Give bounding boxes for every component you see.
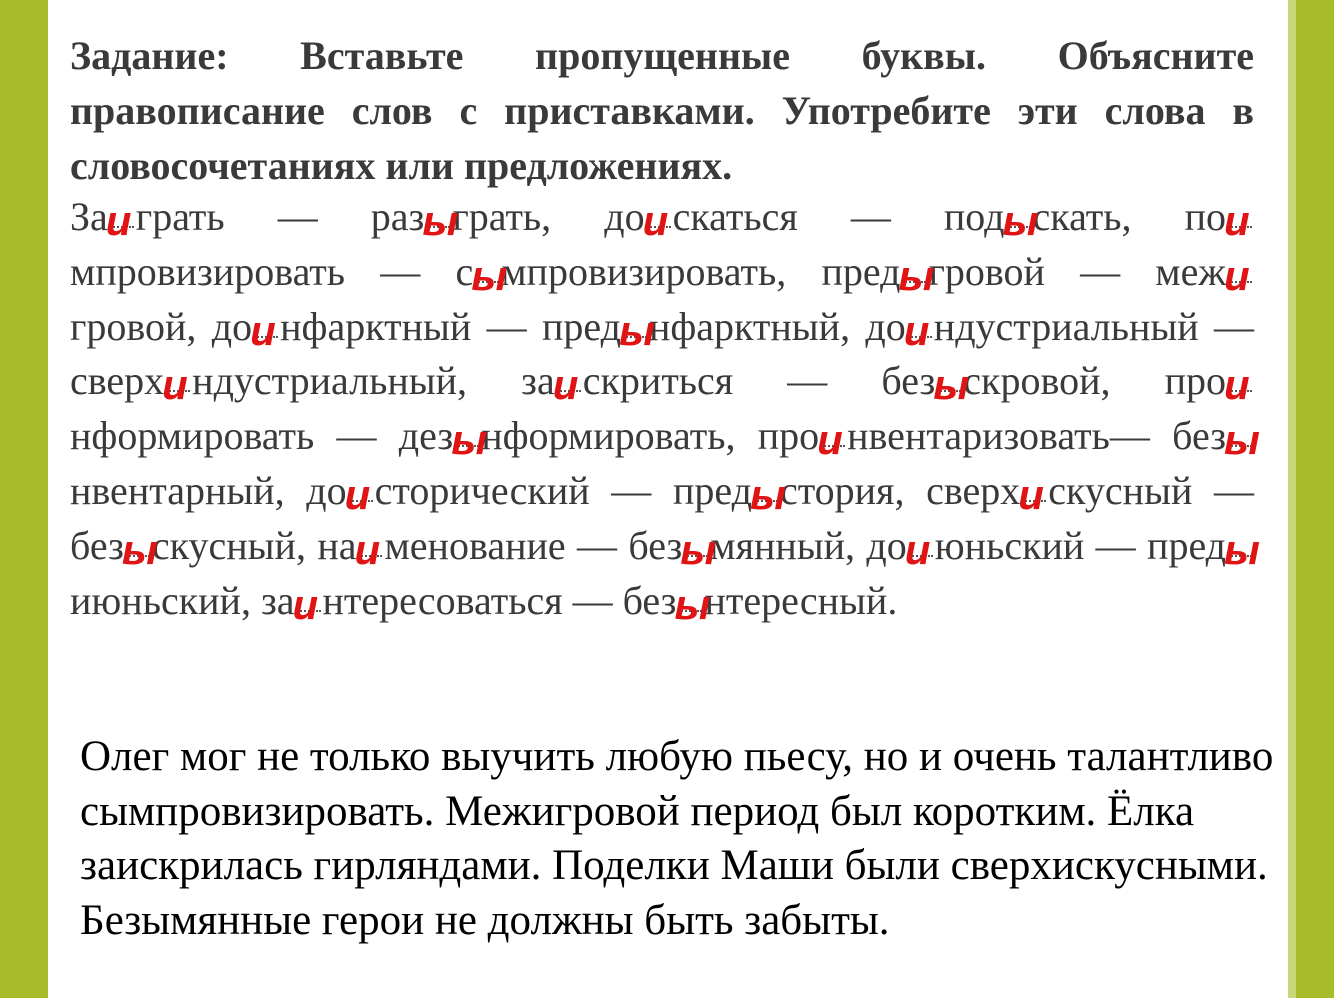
letter-gap bbox=[250, 306, 280, 354]
word-ending: июньский, bbox=[70, 577, 261, 623]
word-prefix: без bbox=[628, 522, 683, 568]
letter-gap bbox=[105, 197, 136, 244]
inserted-letter: и bbox=[903, 306, 930, 354]
letter-gap bbox=[1224, 525, 1260, 573]
inserted-letter: и bbox=[552, 361, 579, 409]
letter-gap bbox=[344, 470, 375, 518]
inserted-letter: и bbox=[1018, 470, 1044, 518]
letter-gap bbox=[451, 416, 488, 464]
word-ending: скаться — bbox=[672, 194, 944, 239]
inserted-letter: ы bbox=[674, 580, 711, 628]
inserted-letter: и bbox=[292, 580, 319, 628]
letter-gap bbox=[471, 251, 508, 299]
word-ending: нформировать, bbox=[481, 413, 758, 459]
right-border-highlight bbox=[1288, 0, 1296, 998]
word-ending: ндустриальный, bbox=[192, 358, 522, 404]
inserted-letter: и bbox=[1224, 251, 1250, 299]
word-ending: нтересоваться — bbox=[322, 577, 623, 623]
word-prefix: меж bbox=[1155, 248, 1226, 294]
left-green-border bbox=[0, 0, 48, 998]
word-prefix: на bbox=[317, 522, 357, 568]
word-ending: гровой — bbox=[928, 248, 1156, 294]
word-ending: нфарктный — bbox=[280, 303, 542, 349]
inserted-letter: ы bbox=[618, 306, 655, 354]
inserted-letter: и bbox=[642, 197, 669, 244]
inserted-letter: ы bbox=[422, 197, 459, 244]
letter-gap bbox=[1224, 416, 1260, 464]
letter-gap bbox=[1018, 470, 1048, 518]
word-prefix: без bbox=[622, 577, 677, 623]
letter-gap bbox=[422, 197, 459, 244]
word-ending: мянный, bbox=[710, 522, 867, 568]
word-prefix: про bbox=[1164, 358, 1226, 404]
word-prefix: за bbox=[260, 577, 295, 623]
word-prefix: За bbox=[70, 194, 108, 239]
word-ending: юньский — bbox=[934, 522, 1148, 568]
word-ending: скриться — bbox=[582, 358, 882, 404]
word-ending: нвентаризовать— bbox=[847, 413, 1173, 459]
letter-gap bbox=[1223, 197, 1254, 244]
word-ending: нвентарный, bbox=[70, 467, 307, 513]
letter-gap bbox=[618, 306, 655, 354]
word-ending: скусный, bbox=[151, 522, 318, 568]
word-prefix: сверх bbox=[926, 467, 1021, 513]
inserted-letter: ы bbox=[471, 251, 508, 299]
answer-paragraph: Олег мог не только выучить любую пьесу, но и очень талантливо сымпровизировать. Межигровой период был коротким. Ёлка заискрилась гирляндами. Поделки Маши были сверхискусными. Безымянные герои не должны быть забыты. bbox=[80, 733, 1274, 944]
word-prefix: без bbox=[881, 358, 936, 404]
word-prefix: сверх bbox=[70, 358, 165, 404]
word-ending: мпровизировать — bbox=[70, 248, 456, 294]
inserted-letter: и bbox=[162, 361, 188, 409]
inserted-letter: и bbox=[105, 197, 132, 244]
inserted-letter: ы bbox=[749, 470, 786, 518]
word-ending: стория, bbox=[779, 467, 927, 513]
word-prefix: без bbox=[70, 522, 124, 568]
word-prefix: до bbox=[866, 522, 907, 568]
letter-gap bbox=[817, 416, 847, 464]
letter-gap bbox=[292, 580, 323, 628]
letter-gap bbox=[898, 251, 935, 299]
letter-gap bbox=[680, 525, 717, 573]
word-ending: гровой, bbox=[70, 303, 212, 349]
word-ending: скать, bbox=[1032, 194, 1185, 239]
letter-gap bbox=[1002, 197, 1039, 244]
inserted-letter: и bbox=[250, 306, 276, 354]
word-ending: грать — bbox=[135, 194, 371, 239]
inserted-letter: ы bbox=[680, 525, 717, 573]
word-ending: мпровизировать, bbox=[501, 248, 822, 294]
inserted-letter: и bbox=[344, 470, 371, 518]
inserted-letter: и bbox=[1223, 361, 1250, 409]
slide bbox=[48, 0, 1288, 730]
letter-gap bbox=[121, 525, 158, 573]
inserted-letter: ы bbox=[1002, 197, 1039, 244]
letter-gap bbox=[903, 306, 934, 354]
word-prefix: с bbox=[455, 248, 474, 294]
inserted-letter: ы bbox=[1224, 416, 1260, 464]
word-prefix: без bbox=[1172, 413, 1226, 459]
inserted-letter: ы bbox=[1224, 525, 1260, 573]
word-prefix: пред bbox=[821, 248, 901, 294]
letter-gap bbox=[933, 361, 970, 409]
letter-gap bbox=[1224, 251, 1254, 299]
letter-gap bbox=[674, 580, 711, 628]
inserted-letter: и bbox=[1223, 197, 1250, 244]
word-ending: нфарктный, bbox=[648, 303, 866, 349]
letter-gap bbox=[552, 361, 583, 409]
word-ending: скровой, bbox=[963, 358, 1165, 404]
inserted-letter: ы bbox=[933, 361, 970, 409]
word-ending: сторический — bbox=[374, 467, 673, 513]
letter-gap bbox=[642, 197, 673, 244]
word-prefix: пред bbox=[541, 303, 621, 349]
word-prefix: до bbox=[211, 303, 253, 349]
word-prefix: раз bbox=[370, 194, 425, 239]
word-pairs-exercise bbox=[70, 190, 1260, 628]
word-ending: менование — bbox=[384, 522, 629, 568]
letter-gap bbox=[354, 525, 384, 573]
word-prefix: до bbox=[306, 467, 347, 513]
letter-gap bbox=[749, 470, 786, 518]
inserted-letter: и bbox=[817, 416, 843, 464]
word-prefix: пред bbox=[672, 467, 752, 513]
word-ending: нтересный. bbox=[704, 577, 898, 623]
inserted-letter: ы bbox=[451, 416, 488, 464]
task-heading: Задание: Вставьте пропущенные буквы. Объясните правописание слов с приставками. Употребите эти слова в словосочетаниях или предложениях. bbox=[70, 33, 1254, 188]
word-prefix: пред bbox=[1147, 522, 1227, 568]
word-ending: скусный — bbox=[1048, 467, 1254, 513]
inserted-letter: и bbox=[904, 525, 931, 573]
word-prefix: за bbox=[521, 358, 555, 404]
letter-gap bbox=[1223, 361, 1254, 409]
word-prefix: по bbox=[1184, 194, 1226, 239]
word-prefix: под bbox=[943, 194, 1005, 239]
inserted-letter: ы bbox=[898, 251, 935, 299]
word-prefix: до bbox=[865, 303, 906, 349]
word-prefix: дез bbox=[398, 413, 454, 459]
word-prefix: про bbox=[757, 413, 820, 459]
letter-gap bbox=[904, 525, 935, 573]
word-prefix: до bbox=[604, 194, 645, 239]
letter-gap bbox=[162, 361, 192, 409]
word-ending: нформировать — bbox=[70, 413, 399, 459]
word-ending: ндустриальный — bbox=[933, 303, 1254, 349]
word-ending: грать, bbox=[452, 194, 605, 239]
inserted-letter: и bbox=[354, 525, 381, 573]
inserted-letter: ы bbox=[121, 525, 158, 573]
